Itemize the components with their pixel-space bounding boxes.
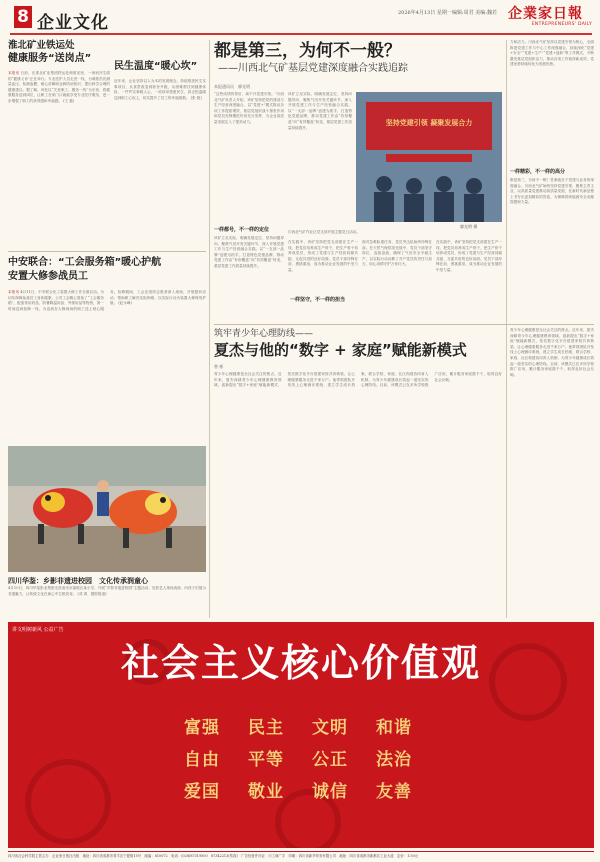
main-col-5 [436,240,502,320]
photo-illustration [8,446,206,572]
footer-info: 四川省社会科学院主管主办 企业家日报社出版 地址：四川省成都市青羊区宁夏街15号 邮编：610072 电话：(028)87319500 87342213(传真) 广告经营许可证：川工商广字 印刷：四川省新华印务有限公司 地址：四川省成都市新都区工业大道 定价：1.50元 [8,854,419,858]
reporter: (张 艳) [190,95,202,100]
main-col-1b [214,236,284,320]
headline-kicker: 筑牢青少年心理防线—— [214,329,314,339]
bottom-byline: 曾 彬 [214,364,224,369]
divider [8,251,206,252]
article-body: 4月11日，中安联合化工装置大修工作全面启动。为切实保障参战员工身体健康，公司工会精心准备了“工会服务箱”，配备常用药品、防暑降温用品、劳保用品等物资，第一时间送到检修一线，为奋战在大修现场的职工送上贴心服务。检修期间，工会还组织志愿者深入现场，开展慰问活动，帮助职工解决实际困难，以实际行动为装置大修保驾护航。 [8,290,206,311]
photo-illustration [356,92,502,222]
main-headline [214,40,514,76]
value-word: 富强 [184,718,220,738]
article-body: 青少年心理健康是全社会关注的焦点。近年来，夏杰深耕青少年心理健康教育领域，创新提出“数字+家庭”赋能新模式，依托数字化平台搭建家校共育桥梁，让心理健康服务走进千家万户。他带领团队开发线上心理测评系统，建立学生成长档案，联合学校、家庭、社区构建协同育人机制，为青少年健康成长筑起一道坚实的心理防线。目前，该模式已在多所学校推广应用，累计服务家庭数千个，取得良好社会反响。 [214,372,502,388]
article-title-line2: 安置大修参战员工 [8,271,88,282]
article-body: 力和活力。川西北气矿坚持以党建引领为核心，全面推进党建工作与中心工作深度融合，持续深化“党建+安全”“党建+生产”“党建+创新”等工作模式，不断激发基层党组织活力，推动各项工作取得新成效，党建优势持续转化为发展优势。 [510,40,594,67]
article-zhongan [8,256,206,456]
reporter: (王 磊) [63,98,75,103]
value-word: 民主 [248,718,284,738]
page-number-badge: 8 [14,6,32,28]
article-body: 青少年心理健康是全社会关注的焦点。近年来，夏杰深耕青少年心理健康教育领域，创新提出“数字+家庭”赋能新模式，依托数字化平台搭建家校共育桥梁，让心理健康服务走进千家万户。他带领团队开发线上心理测评系统，建立学生成长档案，联合学校、家庭、社区构建协同育人机制，为青少年健康成长筑起一道坚实的心理防线。目前，该模式已在多所学校推广应用，累计服务家庭数千个，取得良好社会反响。 [510,328,594,377]
article-body: 近年来，企业坚持以人为本的发展理念，持续推进民生实事项目，从食堂改造到宿舍升级，从困难帮扶到健康体检，一件件实事暖人心、一项项举措惠民生，真正把温暖送到职工心坎上，切实提升了员工的幸福指数。 [114,79,206,100]
main-col-3 [288,240,358,320]
photo-banner-text: 坚持党建引领 凝聚发展合力 [385,119,473,127]
article-huaibei [8,40,110,248]
article-body: 面对急难险重任务，党员突击队始终冲锋在前。在天然气保供攻坚战中，党员干部坚守岗位、连续奋战，确保了气田安全平稳生产，以实际行动诠释了共产党员的责任与担当，用心用情守护万家灯火。 [362,240,432,267]
photo-caption-title: 四川华鉴：乡影非遗进校园 文化传承润童心 [8,577,148,585]
headline-subtitle: ——川西北气矿基层党建深度融合实践追踪 [218,63,408,74]
divider [214,324,594,325]
photo-credit: (邓 鸿 摄影报道) [77,591,107,596]
article-body: 该矿立足实际，明确发展定位，坚持问题导向，聚焦气田开发关键环节，深入开展党建工作与生产经营融合实践。以“一支部一品牌”创建为抓手，打造特色党建品牌，推动党建工作由“有形覆盖”向“有效覆盖”转变，基层党建工作质量持续提升。 [288,92,352,130]
value-word: 自由 [184,750,220,770]
article-body: 该矿立足实际，明确发展定位，坚持问题导向，聚焦气田开发关键环节，深入开展党建工作与生产经营融合实践。以“一支部一品牌”创建为抓手，打造特色党建品牌，推动党建工作由“有形覆盖”向“有效覆盖”转变，基层党建工作质量持续提升。 [214,236,284,268]
byline: 本报讯 [8,290,19,294]
value-word: 平等 [248,750,284,770]
masthead [0,0,600,34]
photo-credit: 廖光明 摄 [460,224,478,229]
column-divider [209,40,210,618]
headline-title: 夏杰与他的“数字 + 家庭”赋能新模式 [214,341,467,359]
banner-tag: 讲文明树新风 公益广告 [12,627,64,633]
article-minsheng [114,60,206,248]
paper-logo-en: ENTREPRENEURS' DAILY [531,22,592,27]
value-word: 文明 [312,718,348,738]
article-body: 都是第三，为何不一般？答案就在于党建与业务的深度融合。川西北气矿始终坚持党建引领，聚焦主责主业，以高质量党建推动高质量发展，在新时代新征程上书写出更加精彩的答卷，为保障国家能源安全贡献智慧和力量。 [510,178,594,205]
article-title-line2: 健康服务“送岗点” [8,53,92,64]
section-head-2: 一样坚守，不一样的担当 [290,297,346,303]
photo-caption: 4月10日，四川华鉴影业集团走进南充市嘉陵区某小学，开展“乡影非遗进校园”主题活动，皮影艺人现场表演，向孩子们展示非遗魅力，让传统文化在童心中生根发芽。 [8,586,206,596]
right-col-top [510,40,594,164]
bottom-body [214,372,502,618]
main-byline: 本报通讯员 廖光明 [214,84,250,89]
photo-caption-box [8,586,206,616]
caption-text: 川西北气矿作业区党支部开展主题党日活动。 [288,230,360,234]
headline-kicker: 都是第三，为何不一般？ [214,41,401,61]
value-word: 和谐 [376,718,412,738]
right-col-mid [510,178,594,322]
byline: 本报讯 [8,71,20,75]
photo-caption [288,230,502,238]
value-word: 友善 [376,782,412,802]
value-word: 敬业 [248,782,284,802]
article-body: “这些成绩的背后，离不开党建引领。”川西北气矿负责人介绍，该矿坚持把党的建设与生产经营深度融合，以“党建+”模式推动各项工作提质增效，基层党组织战斗堡垒作用和党员先锋模范作用充分发挥，为企业高质量发展注入了强劲动力。 [214,92,284,124]
section-title: 企业文化 [37,13,109,33]
article-body: 在实践中，该矿坚持把党支部建在生产一线，把党员培养成生产骨干，把生产骨干培养成党员，形成了党建与生产经营同频共振、互促共进的良好局面。党员干部冲锋在前、勇挑重担，成为推动企业发展的中坚力量。 [436,240,502,272]
values-banner [8,622,594,848]
article-body: 日前，在淮北矿业集团铁运处调度室里，一场别开生面的“健康义诊”正在举行。专业医护人员走进一线，为调度员们测量血压、检测血糖，耐心讲解职业病防治知识，提出科学合理的健康建议。据了解，该处以“关爱职工、服务一线”为宗旨，将健康服务送到岗位，让职工在家门口就能享受专业医疗服务，进一步增强了职工的获得感和幸福感。 [8,71,110,103]
main-col-2 [288,92,352,228]
masthead-rule [10,33,592,35]
editors-line: 编辑:周君 美编:魏若 [452,10,497,16]
right-col-bottom [510,328,594,618]
party-building-photo [356,92,502,222]
paper-logo: 企業家日報 [508,6,583,22]
main-col-4 [362,240,432,320]
value-word: 法治 [376,750,412,770]
value-word: 公正 [312,750,348,770]
banner-title: 社会主义核心价值观 [120,640,481,685]
date-line: 2026年4月13日 星期一 [398,10,452,16]
section-head-1: 一样都号，不一样的定位 [214,227,270,233]
reporter: (赵永峰) [118,301,132,306]
value-word: 诚信 [312,782,348,802]
right-section-head: 一样精彩，不一样的高分 [510,169,566,175]
value-word: 爱国 [184,782,220,802]
footer-rule [8,851,594,852]
article-title: 民生温度“暖心坎” [114,61,198,72]
article-body: 在实践中，该矿坚持把党支部建在生产一线，把党员培养成生产骨干，把生产骨干培养成党员，形成了党建与生产经营同频共振、互促共进的良好局面。党员干部冲锋在前、勇挑重担，成为推动企业发展的中坚力量。 [288,240,358,272]
lion-dance-photo [8,446,206,572]
article-title-line1: 淮北矿业铁运处 [8,40,75,51]
article-title-line1: 中安联合：“工会服务箱”暖心护航 [8,257,162,268]
